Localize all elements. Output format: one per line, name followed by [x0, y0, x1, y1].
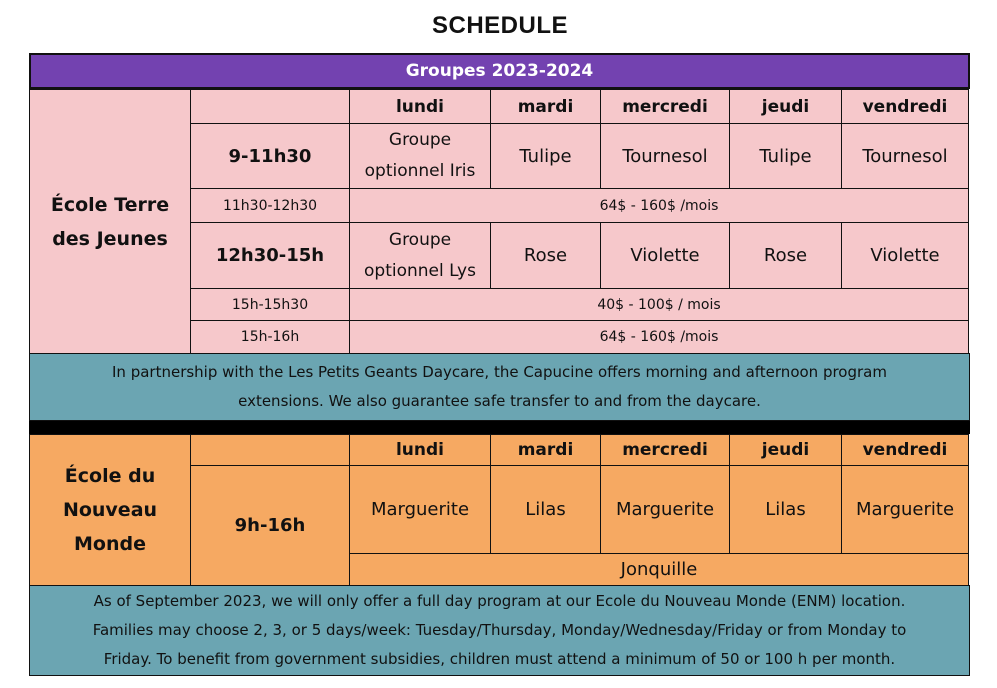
school-name-line: Monde — [74, 533, 146, 555]
note-line: extensions. We also guarantee safe transfer to and from the daycare. — [238, 392, 761, 410]
day-header-vendredi: vendredi — [841, 89, 969, 124]
price-cell: 40$ - 100$ / mois — [349, 288, 969, 321]
school-name-terre-des-jeunes — [29, 89, 191, 354]
group-cell: Tulipe — [490, 123, 601, 189]
group-cell: Lilas — [729, 465, 842, 554]
groups-header: Groupes 2023-2024 — [29, 53, 970, 89]
day-header-lundi: lundi — [349, 434, 491, 466]
group-cell: Marguerite — [349, 465, 491, 554]
group-cell: Rose — [490, 222, 601, 289]
group-cell — [349, 222, 491, 289]
partnership-note — [29, 353, 970, 421]
price-cell: 64$ - 160$ /mois — [349, 188, 969, 223]
day-header-jeudi: jeudi — [729, 434, 842, 466]
note-line: Families may choose 2, 3, or 5 days/week: Tuesday/Thursday, Monday/Wednesday/Friday or from Monday to — [92, 621, 907, 639]
day-header-vendredi: vendredi — [841, 434, 969, 466]
day-header-mardi: mardi — [490, 89, 601, 124]
price-cell: 64$ - 160$ /mois — [349, 320, 969, 354]
time-cell: 12h30-15h — [190, 222, 350, 289]
enm-note — [29, 585, 970, 676]
group-cell: Tulipe — [729, 123, 842, 189]
school-name-line: École Terre — [50, 193, 170, 216]
day-header-mardi: mardi — [490, 434, 601, 466]
group-cell: Violette — [600, 222, 730, 289]
day-header-mercredi: mercredi — [600, 434, 730, 466]
group-line: optionnel Iris — [364, 161, 476, 181]
page-title: SCHEDULE — [431, 12, 568, 39]
school-name-nouveau-monde — [29, 434, 191, 586]
note-line: In partnership with the Les Petits Geants Daycare, the Capucine offers morning and afternoon program — [112, 363, 887, 381]
school-name-line: des Jeunes — [52, 227, 168, 250]
time-cell: 11h30-12h30 — [190, 188, 350, 223]
group-cell: Rose — [729, 222, 842, 289]
school-name-line: Nouveau — [62, 499, 158, 521]
group-line: optionnel Lys — [364, 260, 476, 281]
group-cell: Violette — [841, 222, 969, 289]
day-header-lundi: lundi — [349, 89, 491, 124]
group-cell: Marguerite — [600, 465, 730, 554]
day-header-mercredi: mercredi — [600, 89, 730, 124]
note-line: As of September 2023, we will only offer a full day program at our Ecole du Nouveau Monde (ENM) location. — [93, 592, 906, 610]
time-cell: 15h-16h — [190, 320, 350, 354]
group-cell: Tournesol — [600, 123, 730, 189]
school-name-line: École du — [64, 465, 156, 487]
time-cell: 9h-16h — [190, 465, 350, 586]
span-group-cell: Jonquille — [349, 553, 969, 586]
time-cell: 15h-15h30 — [190, 288, 350, 321]
corner-cell — [190, 89, 350, 124]
group-line: Groupe — [388, 130, 452, 150]
group-cell — [349, 123, 491, 189]
day-header-jeudi: jeudi — [729, 89, 842, 124]
group-cell: Lilas — [490, 465, 601, 554]
note-line: Friday. To benefit from government subsidies, children must attend a minimum of 50 or 100 h per month. — [103, 650, 896, 668]
group-cell: Marguerite — [841, 465, 969, 554]
section-divider — [29, 421, 970, 434]
group-line: Groupe — [388, 229, 452, 250]
time-cell: 9-11h30 — [190, 123, 350, 189]
corner-cell — [190, 434, 350, 466]
group-cell: Tournesol — [841, 123, 969, 189]
